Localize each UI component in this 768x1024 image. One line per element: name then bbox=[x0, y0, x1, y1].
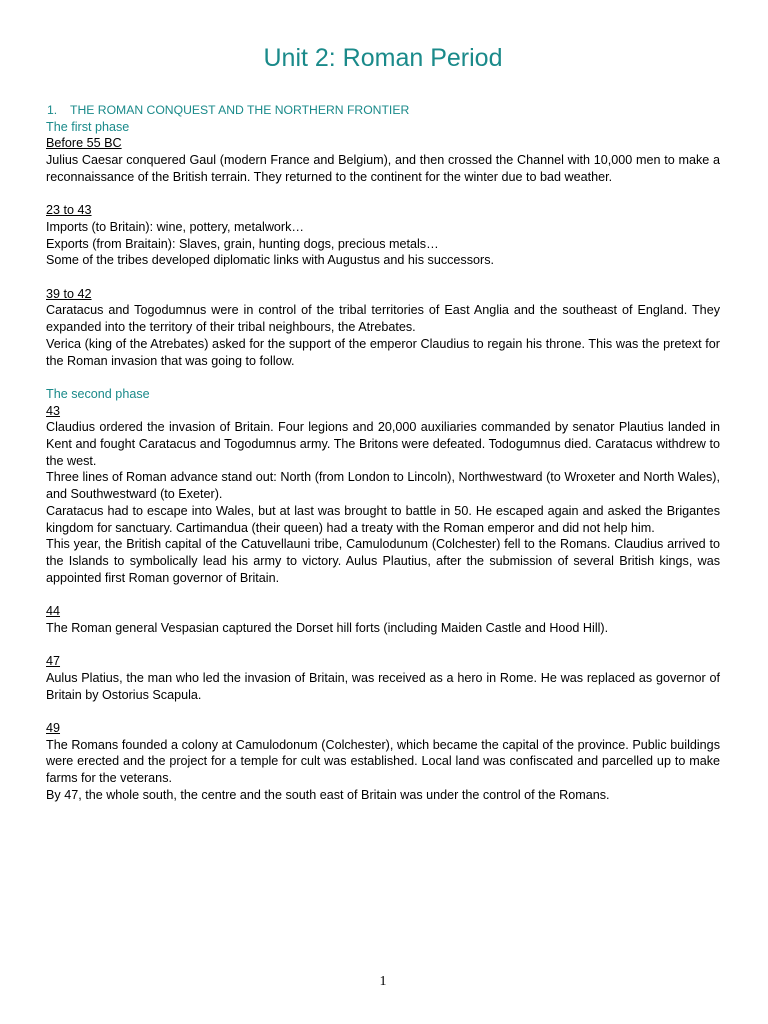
paragraph-39-to-42-a: Caratacus and Togodumnus were in control of the tribal territories of East Anglia and the southeast of England. They expanded into the territory of their tribal neighbours, the Atrebates. bbox=[46, 303, 720, 335]
paragraph-43-a: Claudius ordered the invasion of Britain. Four legions and 20,000 auxiliaries commanded by senator Plautius landed in Kent and fought Caratacus and Togodumnus army. The Britons were defeated. Todogumnus died. Caratacus withdrew to the west. bbox=[46, 420, 720, 468]
first-phase-heading: The first phase bbox=[46, 119, 130, 134]
date-heading-44: 44 bbox=[46, 604, 61, 619]
document-body bbox=[46, 102, 720, 803]
paragraph-spacer bbox=[46, 703, 720, 720]
page-title: Unit 2: Roman Period bbox=[263, 44, 503, 72]
paragraph-49-a: The Romans founded a colony at Camulodonum (Colchester), which became the capital of the province. Public buildings were erected and the project for a temple for cult was established. Local land was confiscated and parcelled up to make farms for the veterans. bbox=[46, 737, 720, 786]
paragraph-44: The Roman general Vespasian captured the Dorset hill forts (including Maiden Castle and Hood Hill). bbox=[46, 620, 609, 635]
section-number: 1. bbox=[47, 103, 58, 117]
paragraph-spacer bbox=[46, 586, 720, 603]
second-phase-heading: The second phase bbox=[46, 386, 150, 401]
date-heading-43: 43 bbox=[46, 403, 61, 418]
paragraph-43-b: Three lines of Roman advance stand out: North (from London to Lincoln), Northwestward (to Wroxeter and North Wales), and Southwestward (to Exeter). bbox=[46, 470, 720, 502]
paragraph-49-b: By 47, the whole south, the centre and the south east of Britain was under the control of the Romans. bbox=[46, 787, 610, 802]
paragraph-before-55bc: Julius Caesar conquered Gaul (modern France and Belgium), and then crossed the Channel with 10,000 men to make a reconnaissance of the British terrain. They returned to the continent for the winter due to bad weather. bbox=[46, 153, 720, 184]
paragraph-spacer bbox=[46, 269, 720, 286]
document-page bbox=[46, 0, 720, 1024]
section-label: THE ROMAN CONQUEST AND THE NORTHERN FRONTIER bbox=[70, 103, 410, 117]
paragraph-43-c: Caratacus had to escape into Wales, but at last was brought to battle in 50. He escaped again and asked the Brigantes kingdom for sanctuary. Cartimandua (their queen) had a treaty with the Roman emperor and did not help him. bbox=[46, 503, 720, 535]
paragraph-47: Aulus Platius, the man who led the invasion of Britain, was received as a hero in Rome. He was replaced as governor of Britain by Ostorius Scapula. bbox=[46, 670, 720, 702]
date-heading-49: 49 bbox=[46, 720, 61, 735]
date-heading-before-55bc: Before 55 BC bbox=[46, 136, 122, 151]
paragraph-39-to-42-b: Verica (king of the Atrebates) asked for the support of the emperor Claudius to regain his throne. This was the pretext for the Roman invasion that was going to follow. bbox=[46, 336, 720, 368]
section-heading bbox=[46, 102, 720, 119]
date-heading-23-to-43: 23 to 43 bbox=[46, 203, 92, 218]
paragraph-43-d: This year, the British capital of the Catuvellauni tribe, Camulodunum (Colchester) fell to the Romans. Claudius arrived to the Islands to symbolically lead his army to victory. Aulus Plautius, after the submission of several British kings, was appointed first Roman governor of Britain. bbox=[46, 537, 720, 585]
paragraph-spacer bbox=[46, 186, 720, 203]
tribes-line: Some of the tribes developed diplomatic links with Augustus and his successors. bbox=[46, 253, 495, 268]
paragraph-spacer bbox=[46, 369, 720, 386]
imports-line: Imports (to Britain): wine, pottery, metalwork… bbox=[46, 219, 305, 234]
date-heading-47: 47 bbox=[46, 654, 61, 669]
exports-line: Exports (from Braitain): Slaves, grain, hunting dogs, precious metals… bbox=[46, 236, 439, 251]
page-number: 1 bbox=[379, 974, 387, 989]
paragraph-spacer bbox=[46, 636, 720, 653]
date-heading-39-to-42: 39 to 42 bbox=[46, 286, 92, 301]
